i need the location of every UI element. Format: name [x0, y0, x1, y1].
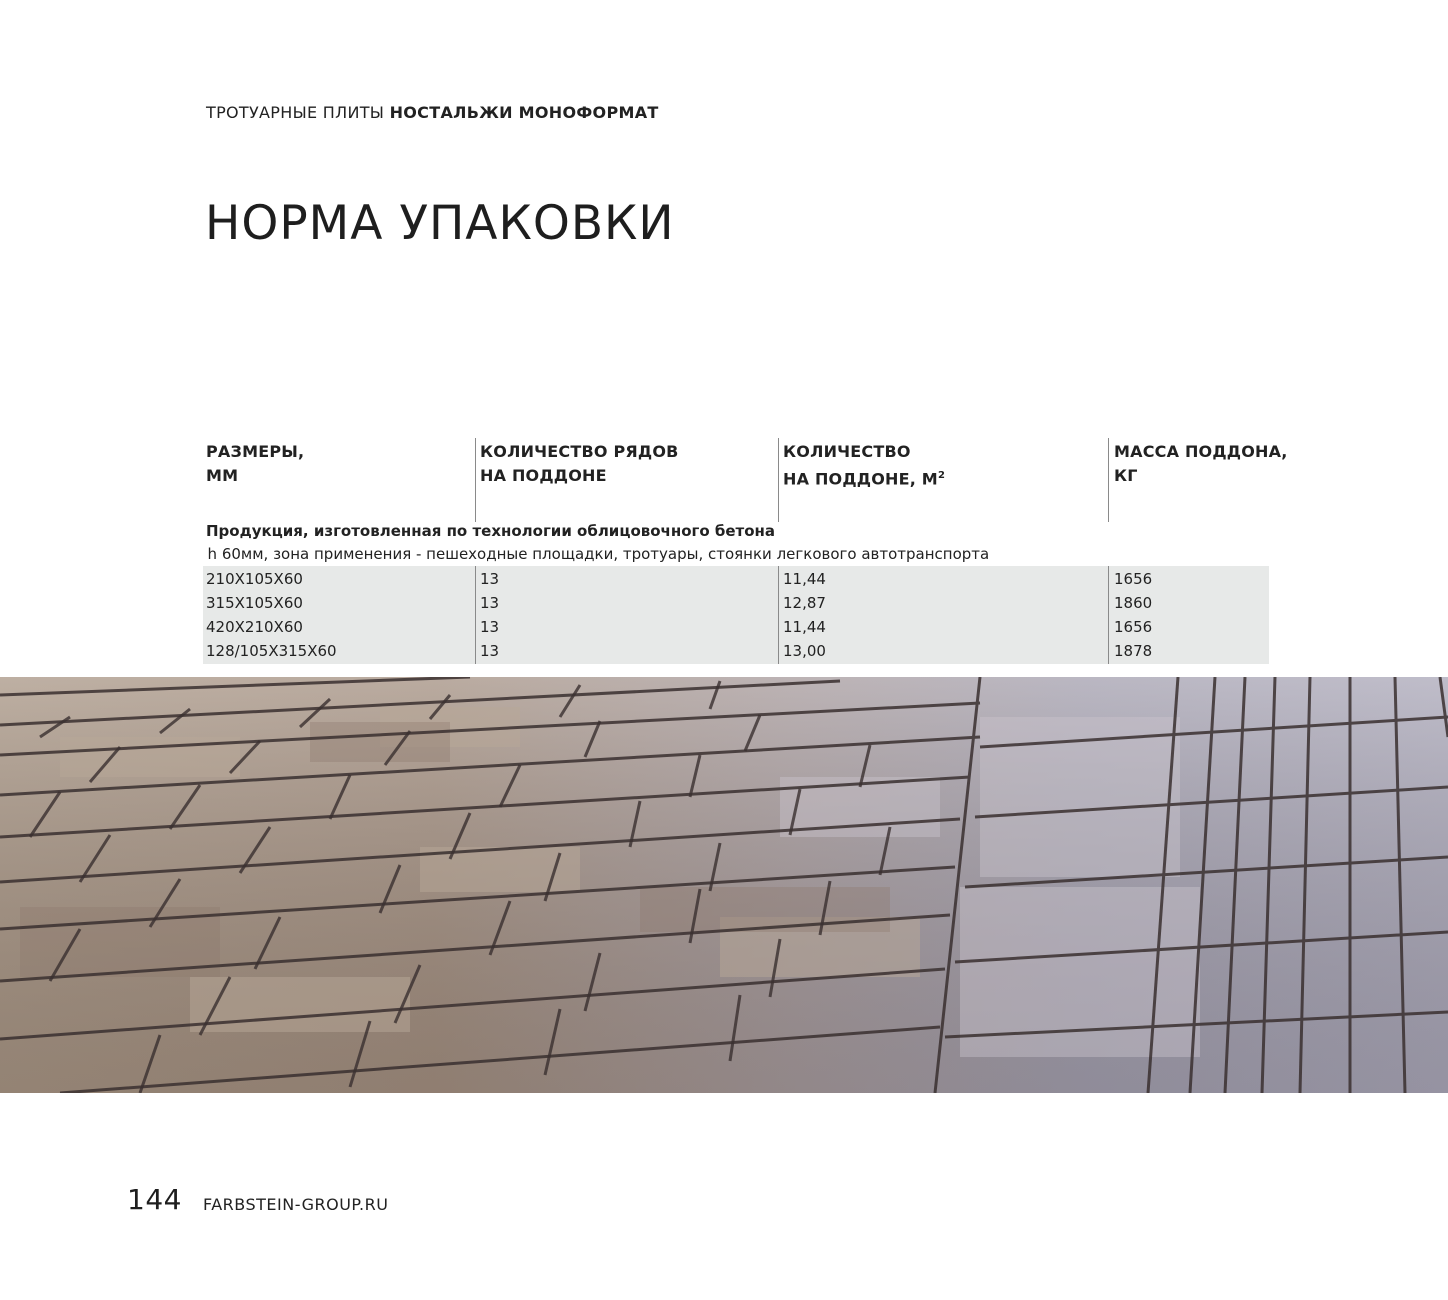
cell-mass: 1656 [1114, 570, 1153, 588]
page-title: НОРМА УПАКОВКИ [205, 196, 675, 251]
cell-rows: 13 [480, 642, 500, 660]
cell-size: 420X210X60 [206, 618, 303, 636]
section-title: Продукция, изготовленная по технологии облицовочного бетона [206, 522, 776, 540]
section-subtitle: h 60мм, зона применения - пешеходные площадки, тротуары, стоянки легкового автотранспорта [207, 545, 990, 563]
cell-area: 12,87 [783, 594, 826, 612]
cell-size: 128/105X315X60 [206, 642, 337, 660]
table-row [203, 591, 1269, 615]
packaging-table [203, 438, 1288, 664]
table-body [203, 566, 1269, 664]
table-row [203, 615, 1269, 639]
breadcrumb-product: НОСТАЛЬЖИ МОНОФОРМАТ [389, 103, 659, 122]
cell-mass: 1878 [1114, 642, 1153, 660]
cell-area: 11,44 [783, 618, 826, 636]
cell-rows: 13 [480, 570, 500, 588]
table-row [203, 639, 1269, 663]
cell-rows: 13 [480, 618, 500, 636]
column-divider [1108, 566, 1109, 664]
column-divider [475, 566, 476, 664]
table-row [203, 567, 1269, 591]
cell-mass: 1656 [1114, 618, 1153, 636]
website-link[interactable]: FARBSTEIN-GROUP.RU [203, 1195, 389, 1214]
page-number: 144 [127, 1183, 182, 1216]
column-divider [778, 438, 779, 522]
header-rows-on-pallet: КОЛИЧЕСТВО РЯДОВ НА ПОДДОНЕ [480, 442, 679, 485]
header-area-on-pallet: КОЛИЧЕСТВО НА ПОДДОНЕ, $М^2$ [783, 442, 946, 489]
breadcrumb [206, 103, 659, 122]
cell-mass: 1860 [1114, 594, 1153, 612]
paving-stones-photo [0, 677, 1448, 1093]
column-divider [475, 438, 476, 522]
breadcrumb-category: ТРОТУАРНЫЕ ПЛИТЫ [206, 103, 385, 122]
cell-rows: 13 [480, 594, 500, 612]
cell-size: 315X105X60 [206, 594, 303, 612]
cell-area: 13,00 [783, 642, 826, 660]
header-pallet-mass: МАССА ПОДДОНА, КГ [1114, 442, 1288, 485]
column-divider [778, 566, 779, 664]
cell-size: 210X105X60 [206, 570, 303, 588]
header-sizes: РАЗМЕРЫ, ММ [206, 442, 305, 485]
cell-area: 11,44 [783, 570, 826, 588]
column-divider [1108, 438, 1109, 522]
